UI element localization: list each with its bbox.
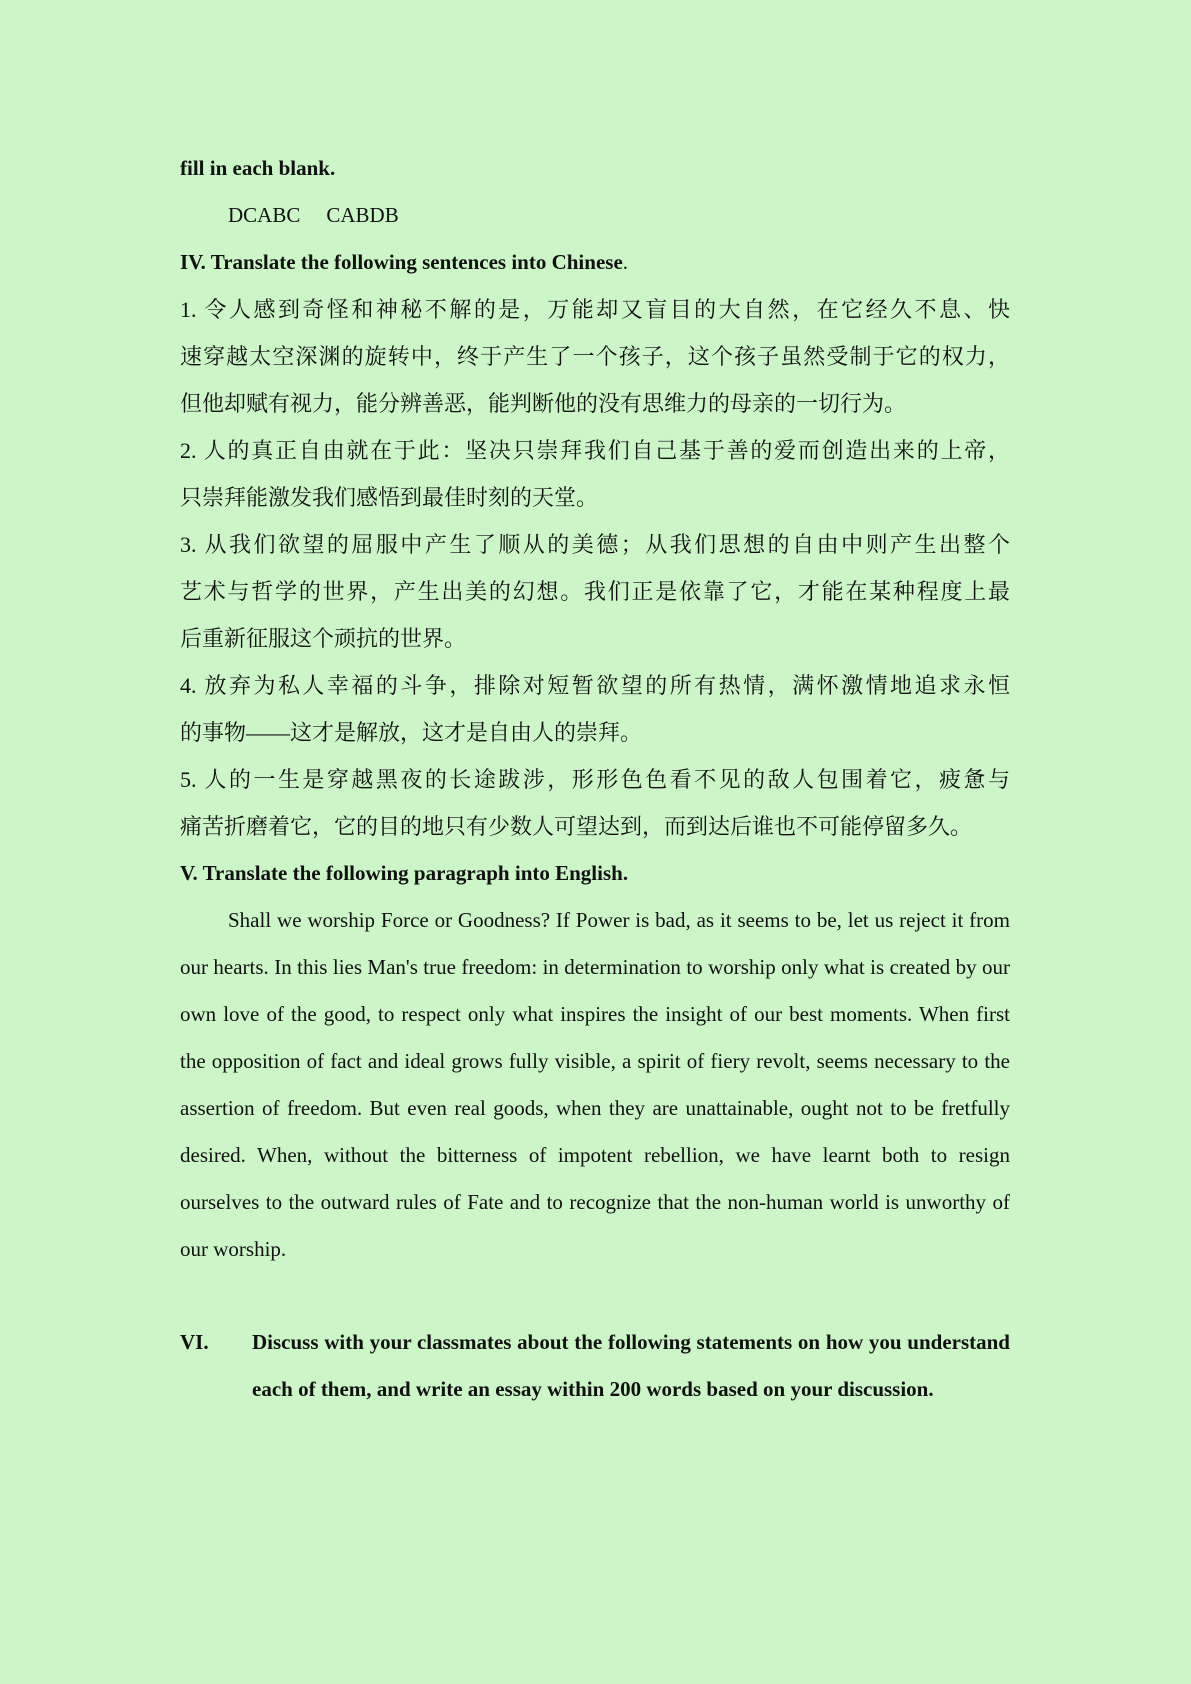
answer-key bbox=[180, 192, 1010, 239]
translation-item-1-line-3: 但他却赋有视力，能分辨善恶，能判断他的没有思维力的母亲的一切行为。 bbox=[180, 391, 907, 416]
translation-item-2-line-2: 只崇拜能激发我们感悟到最佳时刻的天堂。 bbox=[180, 485, 599, 510]
translation-item-1-line-2: 速穿越太空深渊的旋转中，终于产生了一个孩子，这个孩子虽然受制于它的权力， bbox=[180, 344, 1010, 369]
section-5-paragraph: Shall we worship Force or Goodness? If Power is bad, as it seems to be, let us reject it from our hearts. In this lies Man's true freedom: in determination to worship only what is created by our own love of the good, to respect only what inspires the insight of our best moments. When first the opposition of fact and ideal grows fully visible, a spirit of fiery revolt, seems necessary to the assertion of freedom. But even real goods, when they are unattainable, ought not to be fretfully desired. When, without the bitterness of impotent rebellion, we have learnt both to resign ourselves to the outward rules of Fate and to recognize that the non-human world is unworthy of our worship. bbox=[180, 908, 1010, 1261]
translation-item-5-line-1: 5. 人的一生是穿越黑夜的长途跋涉，形形色色看不见的敌人包围着它，疲惫与 bbox=[180, 767, 1010, 792]
translation-item-1-line-1: 1. 令人感到奇怪和神秘不解的是，万能却又盲目的大自然，在它经久不息、快 bbox=[180, 297, 1010, 322]
answer-group-1: DCABC bbox=[228, 203, 301, 227]
translation-item-3-line-3: 后重新征服这个顽抗的世界。 bbox=[180, 626, 467, 651]
section-label: fill in each blank. bbox=[180, 156, 336, 180]
section-4-items bbox=[180, 286, 1010, 850]
translation-item-2-line-1: 2. 人的真正自由就在于此：坚决只崇拜我们自己基于善的爱而创造出来的上帝， bbox=[180, 438, 1010, 463]
section-6 bbox=[180, 1319, 1010, 1413]
translation-item-5-line-2: 痛苦折磨着它，它的目的地只有少数人可望达到，而到达后谁也不可能停留多久。 bbox=[180, 814, 973, 839]
document-page bbox=[180, 145, 1010, 1413]
section-4-title-suffix: . bbox=[622, 250, 629, 274]
section-4-heading bbox=[180, 239, 1010, 286]
section-4-title: IV. Translate the following sentences into Chinese bbox=[180, 250, 623, 274]
translation-item-4-line-2: 的事物——这才是解放，这才是自由人的崇拜。 bbox=[180, 720, 643, 745]
section-5-heading: V. Translate the following paragraph into English. bbox=[180, 861, 629, 885]
answer-group-2: CABDB bbox=[326, 203, 399, 227]
section-6-text: Discuss with your classmates about the following statements on how you understand each of them, and write an essay within 200 words based on your discussion. bbox=[252, 1330, 1010, 1401]
translation-item-3-line-2: 艺术与哲学的世界，产生出美的幻想。我们正是依靠了它，才能在某种程度上最 bbox=[180, 579, 1010, 604]
translation-item-3-line-1: 3. 从我们欲望的屈服中产生了顺从的美德；从我们思想的自由中则产生出整个 bbox=[180, 532, 1010, 557]
translation-item-4-line-1: 4. 放弃为私人幸福的斗争，排除对短暂欲望的所有热情，满怀激情地追求永恒 bbox=[180, 673, 1010, 698]
section-6-number: VI. bbox=[180, 1330, 209, 1354]
